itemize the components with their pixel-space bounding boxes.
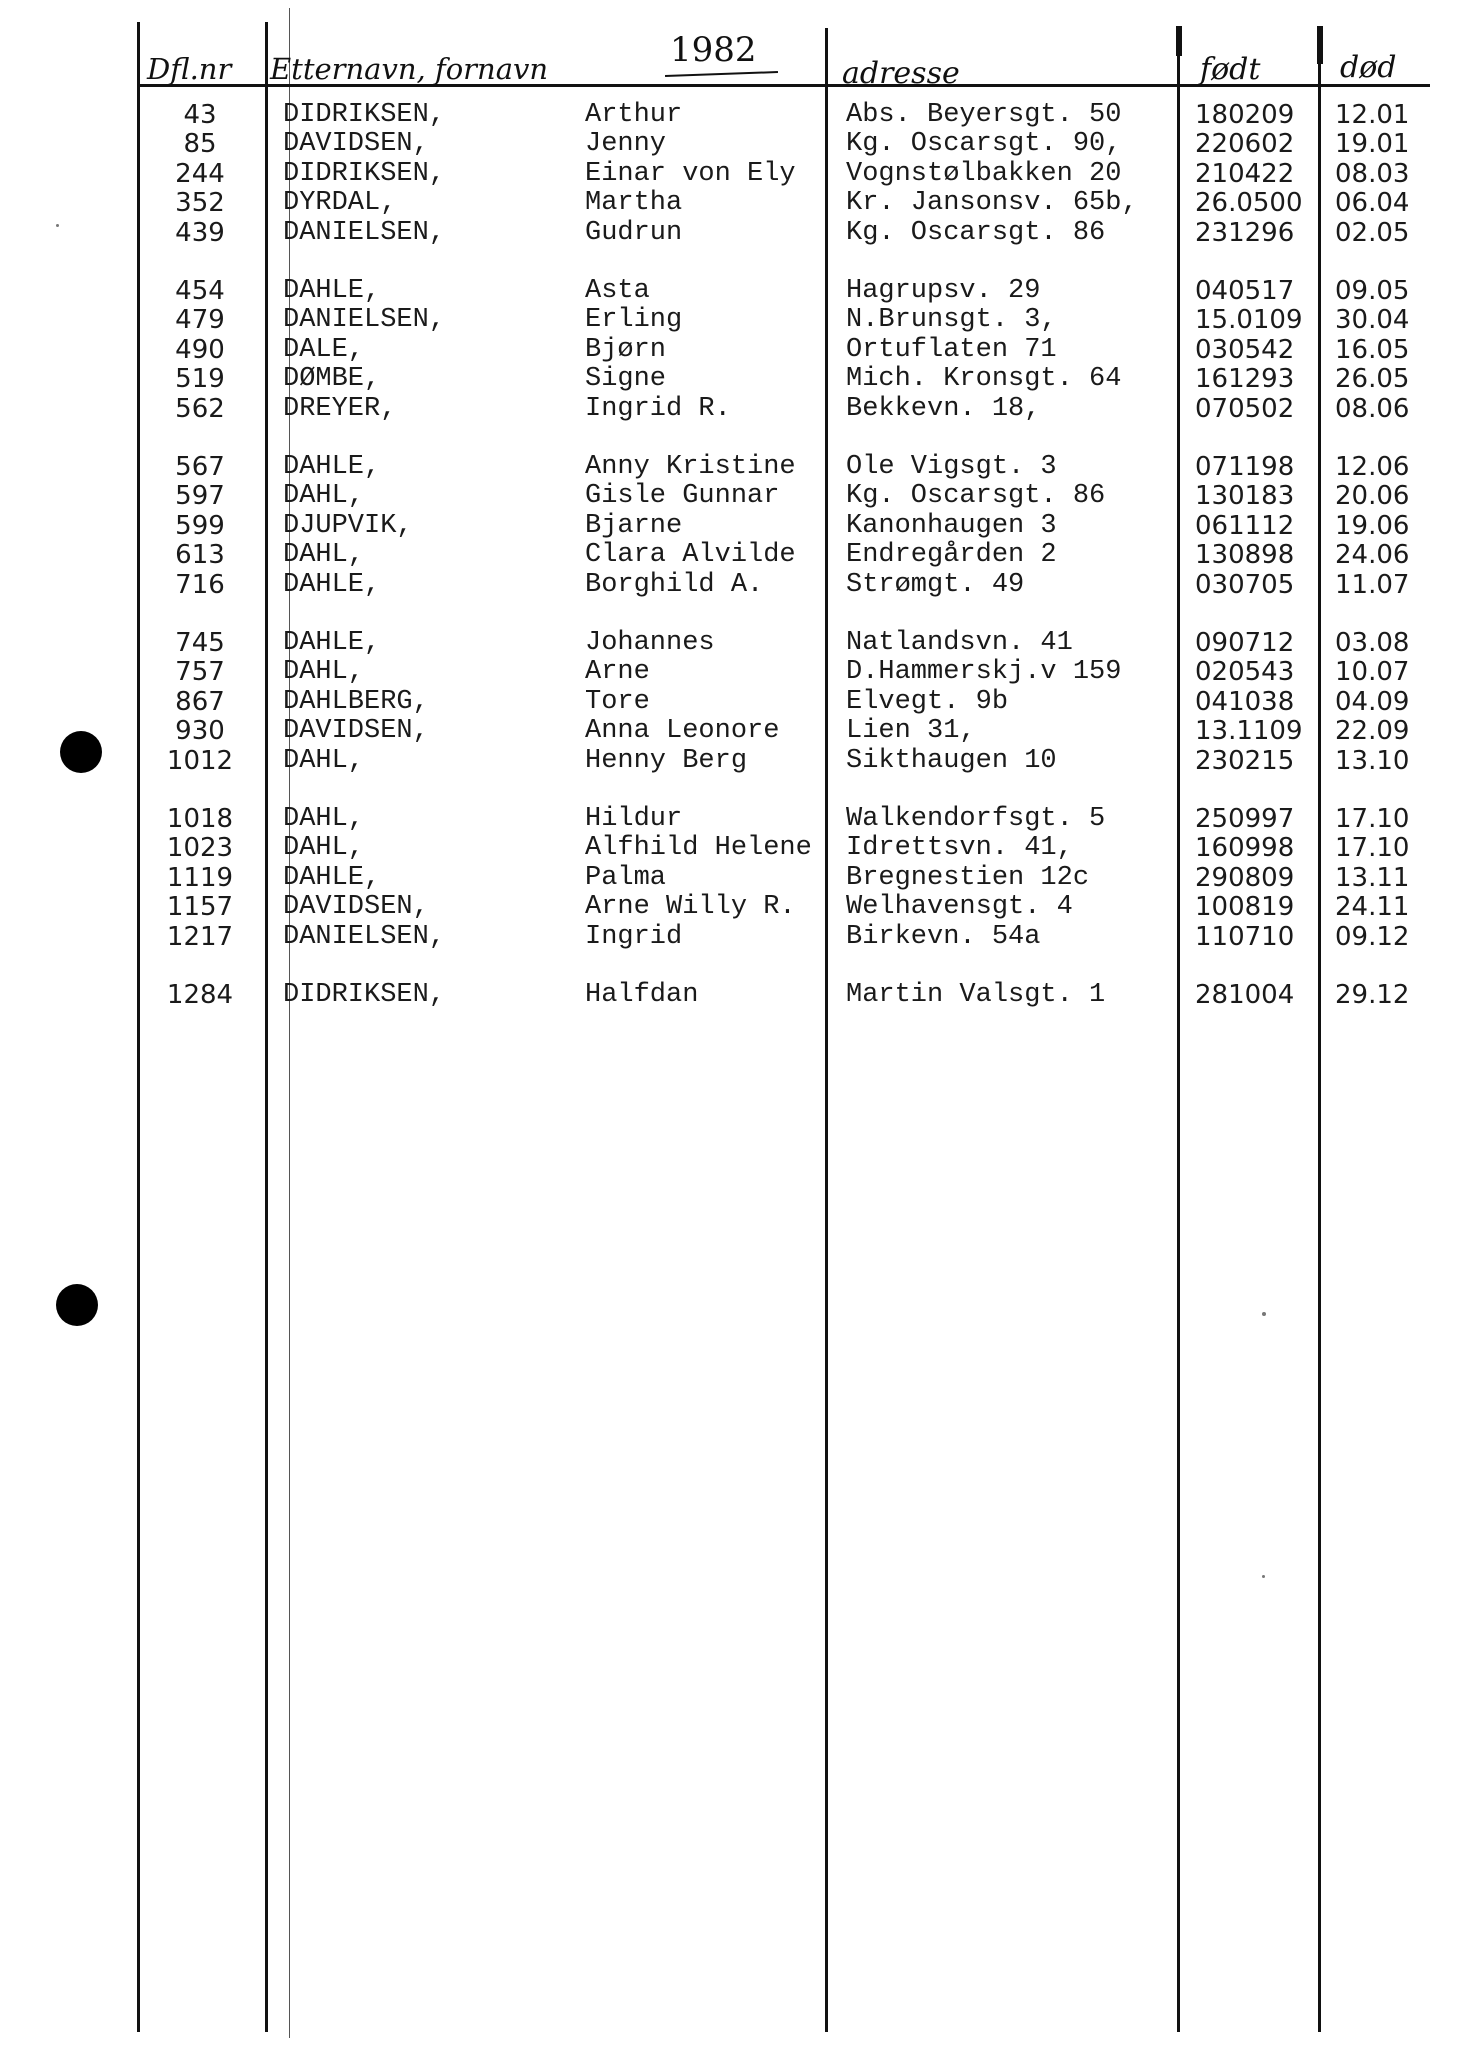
entry-first-name: Erling [585,305,683,335]
ledger-row [0,687,1459,717]
entry-born: 160998 [1195,833,1295,863]
entry-died: 16.05 [1335,335,1410,365]
entry-last-name: DAVIDSEN, [283,129,429,159]
entry-first-name: Clara Alvilde [585,540,796,570]
entry-died: 08.03 [1335,159,1410,189]
entry-born: 041038 [1195,687,1295,717]
entry-address: Birkevn. 54a [846,922,1041,952]
entry-last-name: DAHLBERG, [283,687,429,717]
entry-number: 1023 [166,833,234,863]
entry-died: 06.04 [1335,188,1410,218]
ledger-row [0,452,1459,482]
entry-address: Natlandsvn. 41 [846,628,1073,658]
ledger-row [0,540,1459,570]
ledger-row [0,863,1459,893]
entry-born: 030542 [1195,335,1295,365]
entry-first-name: Johannes [585,628,715,658]
entry-address: Kg. Oscarsgt. 86 [846,481,1106,511]
entry-died: 24.11 [1335,892,1410,922]
entry-number: 597 [175,481,225,511]
entry-died: 19.01 [1335,129,1410,159]
entry-born: 13.1109 [1195,716,1303,746]
entry-number: 454 [175,276,225,306]
entry-last-name: DAVIDSEN, [283,892,429,922]
entry-address: Endregården 2 [846,540,1057,570]
entry-born: 230215 [1195,746,1295,776]
entry-address: Elvegt. 9b [846,687,1009,717]
entry-last-name: DAHL, [283,657,365,687]
entry-born: 090712 [1195,628,1295,658]
header-born: født [1200,52,1261,87]
ledger-row [0,394,1459,424]
ledger-row [0,657,1459,687]
entry-first-name: Halfdan [585,980,699,1010]
entry-address: Idrettsvn. 41, [846,833,1073,863]
entry-last-name: DYRDAL, [283,188,397,218]
entry-address: Ole Vigsgt. 3 [846,452,1057,482]
entry-first-name: Jenny [585,129,667,159]
entry-number: 599 [175,511,225,541]
ledger-row [0,305,1459,335]
column-line-born-mark [1176,26,1182,56]
entry-number: 1284 [166,980,234,1010]
entry-born: 26.0500 [1195,188,1303,218]
entry-first-name: Hildur [585,804,683,834]
entry-address: Welhavensgt. 4 [846,892,1073,922]
entry-born: 110710 [1195,922,1295,952]
entry-first-name: Asta [585,276,650,306]
entry-number: 1217 [166,922,234,952]
entry-died: 20.06 [1335,481,1410,511]
entry-born: 15.0109 [1195,305,1303,335]
entry-died: 22.09 [1335,716,1410,746]
speck [1262,1312,1266,1316]
ledger-row [0,570,1459,600]
entry-number: 562 [175,394,225,424]
entry-died: 13.10 [1335,746,1410,776]
entry-died: 11.07 [1335,570,1410,600]
entry-died: 30.04 [1335,305,1410,335]
entry-address: Kr. Jansonsv. 65b, [846,188,1138,218]
entry-number: 716 [175,570,225,600]
entry-first-name: Anna Leonore [585,716,780,746]
entry-first-name: Anny Kristine [585,452,796,482]
ledger-row [0,922,1459,952]
entry-born: 210422 [1195,159,1295,189]
entry-born: 231296 [1195,218,1295,248]
entry-number: 867 [175,687,225,717]
entry-last-name: DIDRIKSEN, [283,159,446,189]
entry-address: D.Hammerskj.v 159 [846,657,1122,687]
header-address: adresse [842,56,960,91]
entry-number: 85 [183,129,217,159]
entry-born: 061112 [1195,511,1295,541]
header-number: Dfl.nr [147,52,232,86]
ledger-row [0,833,1459,863]
entry-number: 352 [175,188,225,218]
entry-address: Strømgt. 49 [846,570,1025,600]
entry-born: 100819 [1195,892,1295,922]
ledger-row [0,100,1459,130]
entry-died: 24.06 [1335,540,1410,570]
entry-born: 020543 [1195,657,1295,687]
ledger-row [0,892,1459,922]
entry-born: 030705 [1195,570,1295,600]
entry-last-name: DANIELSEN, [283,922,446,952]
entry-died: 09.12 [1335,922,1410,952]
entry-address: Kg. Oscarsgt. 86 [846,218,1106,248]
entry-first-name: Einar von Ely [585,159,796,189]
entry-died: 19.06 [1335,511,1410,541]
ledger-row [0,129,1459,159]
entry-last-name: DANIELSEN, [283,218,446,248]
entry-born: 070502 [1195,394,1295,424]
ledger-row [0,804,1459,834]
ledger-row [0,746,1459,776]
punch-hole-bottom [56,1284,98,1326]
entry-died: 29.12 [1335,980,1410,1010]
entry-number: 930 [175,716,225,746]
entry-first-name: Arne Willy R. [585,892,796,922]
entry-first-name: Borghild A. [585,570,764,600]
entry-died: 09.05 [1335,276,1410,306]
entry-address: Walkendorfsgt. 5 [846,804,1106,834]
entry-first-name: Alfhild Helene [585,833,812,863]
entry-died: 02.05 [1335,218,1410,248]
entry-address: Sikthaugen 10 [846,746,1057,776]
ledger-row [0,628,1459,658]
entry-died: 13.11 [1335,863,1410,893]
entry-born: 071198 [1195,452,1295,482]
entry-last-name: DAHLE, [283,628,381,658]
entry-address: Lien 31, [846,716,976,746]
entry-first-name: Signe [585,364,667,394]
entry-died: 17.10 [1335,833,1410,863]
entry-address: Martin Valsgt. 1 [846,980,1106,1010]
ledger-row [0,980,1459,1010]
entry-born: 250997 [1195,804,1295,834]
entry-died: 26.05 [1335,364,1410,394]
entry-last-name: DIDRIKSEN, [283,100,446,130]
entry-born: 180209 [1195,100,1295,130]
ledger-row [0,481,1459,511]
entry-last-name: DAHL, [283,746,365,776]
ledger-row [0,335,1459,365]
entry-number: 43 [183,100,217,130]
entry-address: Ortuflaten 71 [846,335,1057,365]
entry-last-name: DANIELSEN, [283,305,446,335]
entry-address: Vognstølbakken 20 [846,159,1122,189]
entry-last-name: DAHLE, [283,276,381,306]
entry-last-name: DREYER, [283,394,397,424]
entry-number: 519 [175,364,225,394]
header-year: 1982 [670,30,757,70]
ledger-row [0,364,1459,394]
entry-address: Kg. Oscarsgt. 90, [846,129,1122,159]
speck [1262,1575,1265,1578]
ledger-row [0,218,1459,248]
entry-last-name: DAVIDSEN, [283,716,429,746]
entry-last-name: DALE, [283,335,365,365]
entry-number: 244 [175,159,225,189]
entry-died: 03.08 [1335,628,1410,658]
entry-last-name: DAHL, [283,481,365,511]
entry-number: 439 [175,218,225,248]
ledger-row [0,159,1459,189]
entry-born: 130183 [1195,481,1295,511]
entry-last-name: DAHL, [283,804,365,834]
entry-last-name: DAHL, [283,833,365,863]
entry-first-name: Gudrun [585,218,683,248]
entry-number: 1157 [166,892,234,922]
ledger-row [0,511,1459,541]
header-died: død [1340,50,1397,85]
entry-address: Hagrupsv. 29 [846,276,1041,306]
entry-first-name: Arne [585,657,650,687]
column-line-died-mark [1317,26,1323,64]
entry-address: Abs. Beyersgt. 50 [846,100,1122,130]
entry-last-name: DAHL, [283,540,365,570]
entry-born: 281004 [1195,980,1295,1010]
entry-number: 567 [175,452,225,482]
entry-address: Mich. Kronsgt. 64 [846,364,1122,394]
entry-born: 130898 [1195,540,1295,570]
entry-last-name: DØMBE, [283,364,381,394]
entry-number: 1018 [166,804,234,834]
entry-last-name: DAHLE, [283,570,381,600]
entry-number: 490 [175,335,225,365]
ledger-row [0,276,1459,306]
entry-first-name: Ingrid [585,922,683,952]
entry-address: Bregnestien 12c [846,863,1090,893]
entry-born: 220602 [1195,129,1295,159]
entry-first-name: Bjarne [585,511,683,541]
entry-last-name: DJUPVIK, [283,511,413,541]
entry-died: 04.09 [1335,687,1410,717]
entry-born: 040517 [1195,276,1295,306]
entry-died: 08.06 [1335,394,1410,424]
entry-first-name: Tore [585,687,650,717]
entry-number: 1012 [166,746,234,776]
entry-address: Bekkevn. 18, [846,394,1041,424]
entry-last-name: DIDRIKSEN, [283,980,446,1010]
entry-first-name: Arthur [585,100,683,130]
entry-address: Kanonhaugen 3 [846,511,1057,541]
entry-died: 12.06 [1335,452,1410,482]
entry-number: 1119 [166,863,234,893]
entry-first-name: Bjørn [585,335,667,365]
entry-first-name: Palma [585,863,667,893]
entry-number: 757 [175,657,225,687]
ledger-row [0,188,1459,218]
entry-number: 613 [175,540,225,570]
entry-died: 17.10 [1335,804,1410,834]
entry-number: 745 [175,628,225,658]
entry-first-name: Martha [585,188,683,218]
entry-born: 161293 [1195,364,1295,394]
entry-last-name: DAHLE, [283,452,381,482]
entry-first-name: Henny Berg [585,746,748,776]
entry-address: N.Brunsgt. 3, [846,305,1057,335]
entry-first-name: Gisle Gunnar [585,481,780,511]
entry-first-name: Ingrid R. [585,394,731,424]
year-underline [665,71,778,77]
entry-last-name: DAHLE, [283,863,381,893]
entry-born: 290809 [1195,863,1295,893]
ledger-row [0,716,1459,746]
entry-number: 479 [175,305,225,335]
entry-died: 12.01 [1335,100,1410,130]
header-name: Etternavn, fornavn [270,52,549,86]
entry-died: 10.07 [1335,657,1410,687]
speck [56,224,59,227]
